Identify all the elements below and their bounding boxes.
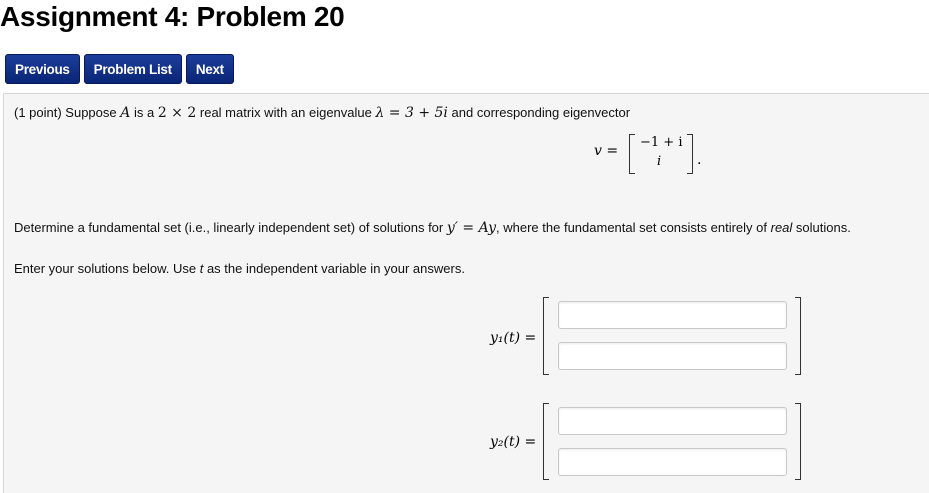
eigvec-right-bracket [687,134,693,174]
problem-list-button[interactable]: Problem List [84,54,182,84]
eigvec-bottom: i [657,154,662,169]
real-emphasis: real [770,220,793,235]
instruction-start: Enter your solutions below. Use [14,261,200,276]
y2-right-bracket [795,403,801,480]
problem-body [3,93,929,493]
y2-bottom-input[interactable] [558,448,787,476]
y2-top-input[interactable] [558,407,787,435]
problem-intro [14,104,630,122]
intro-end: and corresponding eigenvector [447,105,631,120]
instruction-end: as the independent variable in your answers. [203,261,465,276]
determine-start: Determine a fundamental set (i.e., linearly independent set) of solutions for [14,220,447,235]
ode-equation: y′ = Ay [446,220,497,236]
y2-label: y₂(t) = [490,434,537,450]
eigvec-period: . [697,152,702,168]
y1-top-input[interactable] [558,301,787,329]
eigvec-left-bracket [629,134,635,174]
determine-text [14,219,851,237]
next-button[interactable]: Next [186,54,234,84]
matrix-var: A [120,105,131,121]
instruction-text [14,260,465,278]
eigenvalue: λ = 3 + 5i [375,105,448,121]
intro-real-matrix: real matrix with an eigenvalue [196,105,376,120]
determine-end: solutions. [792,220,851,235]
eigvec-label: v = [594,143,619,159]
y1-right-bracket [795,297,801,375]
matrix-size: 2 × 2 [157,105,197,121]
y1-bottom-input[interactable] [558,342,787,370]
eigvec-top: −1 + i [640,135,683,150]
previous-button[interactable]: Previous [5,54,80,84]
intro-is-a: is a [130,105,158,120]
y1-left-bracket [543,297,549,375]
instruction-var: t [199,261,204,276]
y1-label: y₁(t) = [490,330,537,346]
y2-left-bracket [543,403,549,480]
intro-points: (1 point) Suppose [14,105,121,120]
problem-nav [5,54,234,84]
determine-mid: , where the fundamental set consists entirely of [496,220,771,235]
page-title: Assignment 4: Problem 20 [0,1,345,32]
